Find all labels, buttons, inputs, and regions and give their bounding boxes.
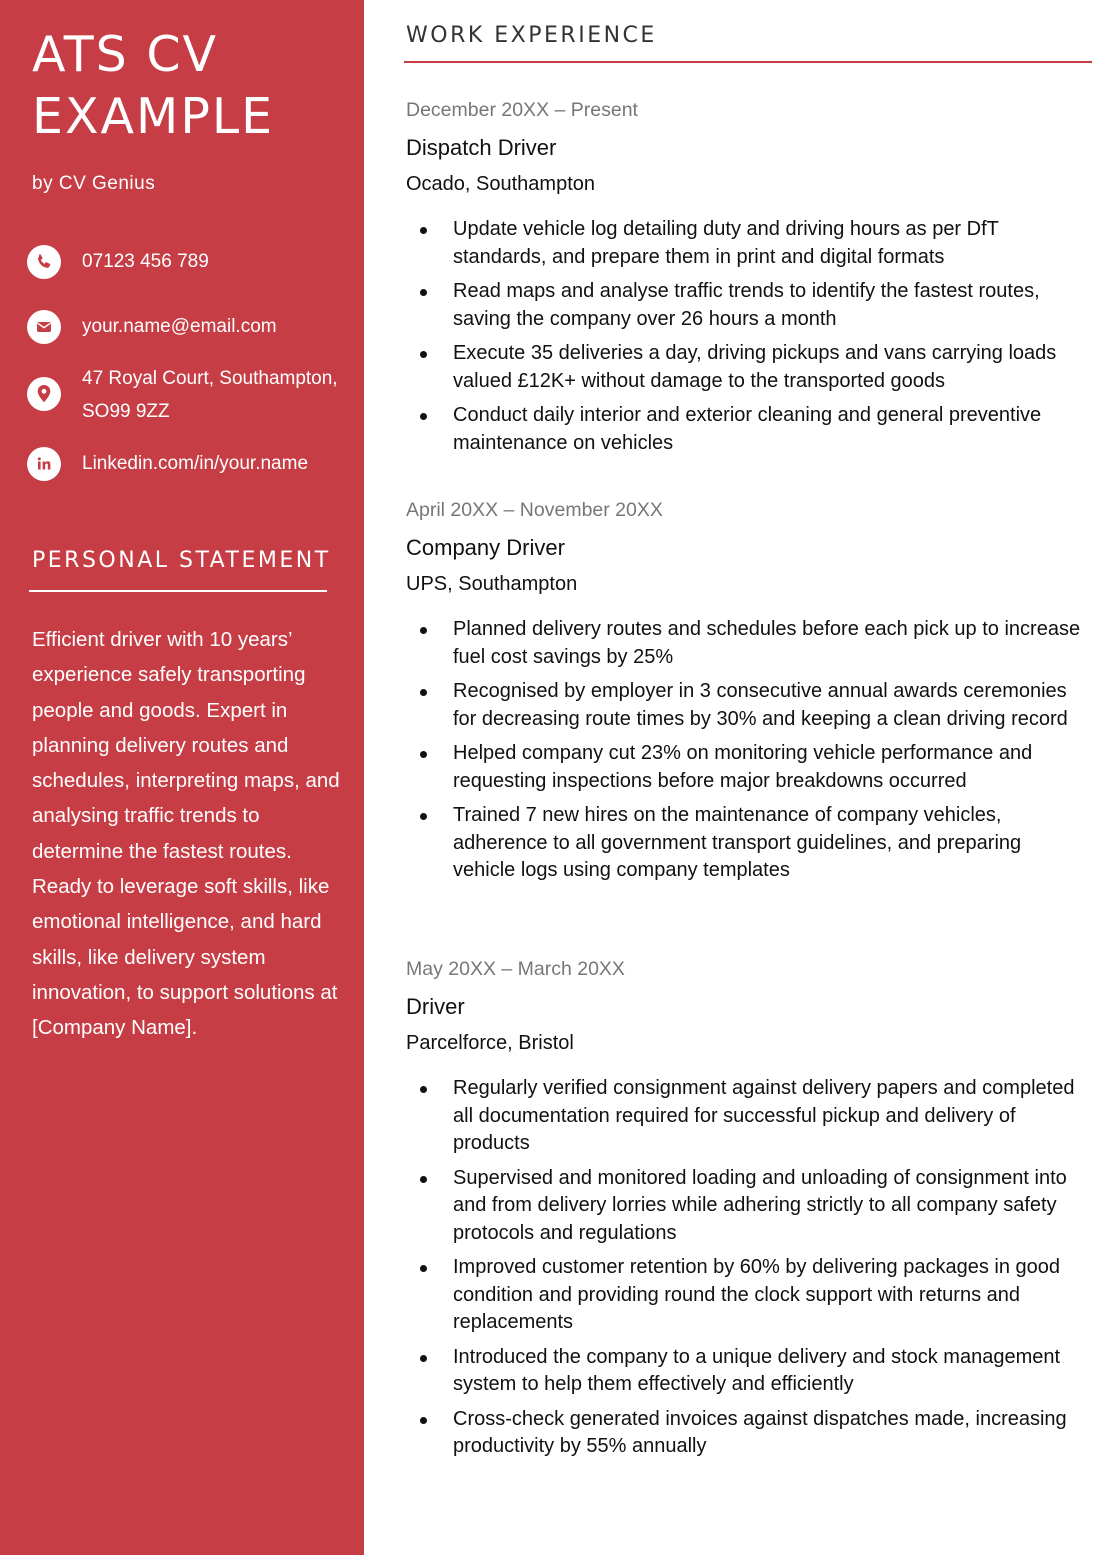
contact-linkedin	[27, 447, 347, 481]
work-experience-divider	[404, 61, 1092, 63]
contact-address	[27, 362, 347, 428]
job-bullet: Read maps and analyse traffic trends to identify the fastest routes, saving the company over 26 hours a month	[406, 278, 1083, 333]
job-company: Ocado, Southampton	[406, 173, 596, 195]
personal-statement-divider	[29, 590, 327, 592]
job-bullet: Helped company cut 23% on monitoring vehicle performance and requesting inspections before major breakdowns occurred	[406, 740, 1083, 795]
linkedin-icon	[27, 447, 61, 481]
job-bullet: Improved customer retention by 60% by delivering packages in good condition and providing round the clock support with returns and replacements	[406, 1254, 1083, 1337]
job-dates: May 20XX – March 20XX	[406, 958, 625, 980]
job-bullets	[406, 1075, 1096, 1461]
job-bullet: Conduct daily interior and exterior cleaning and general preventive maintenance on vehicles	[406, 402, 1083, 457]
job-dates: December 20XX – Present	[406, 99, 638, 121]
contact-phone	[27, 245, 347, 279]
job-bullet: Update vehicle log detailing duty and driving hours as per DfT standards, and prepare them in print and digital formats	[406, 216, 1083, 271]
job-company: Parcelforce, Bristol	[406, 1032, 574, 1054]
sidebar	[0, 0, 364, 1555]
job-dates: April 20XX – November 20XX	[406, 499, 663, 521]
job-bullet: Regularly verified consignment against delivery papers and completed all documentation required for successful pickup and delivery of products	[406, 1075, 1083, 1158]
job-bullet: Supervised and monitored loading and unloading of consignment into and from delivery lorries while adhering strictly to all company safety protocols and regulations	[406, 1165, 1083, 1248]
job-title: Company Driver	[406, 535, 565, 560]
job-bullets	[406, 616, 1096, 885]
job-bullet: Execute 35 deliveries a day, driving pickups and vans carrying loads valued £12K+ without damage to the transported goods	[406, 340, 1083, 395]
job-bullet: Recognised by employer in 3 consecutive annual awards ceremonies for decreasing route times by 30% and keeping a clean driving record	[406, 678, 1083, 733]
job-entry	[406, 956, 1096, 1468]
byline: by CV Genius	[32, 173, 156, 194]
linkedin-url[interactable]: Linkedin.com/in/your.name	[82, 453, 309, 474]
cv-title: ATS CV EXAMPLE	[32, 26, 275, 145]
work-experience-heading: WORK EXPERIENCE	[406, 23, 657, 48]
contact-email	[27, 310, 347, 344]
job-bullet: Planned delivery routes and schedules before each pick up to increase fuel cost savings by 25%	[406, 616, 1083, 671]
personal-statement-heading: PERSONAL STATEMENT	[32, 548, 331, 573]
job-title: Dispatch Driver	[406, 135, 557, 160]
email-icon	[27, 310, 61, 344]
job-entry	[406, 497, 1096, 892]
job-bullet: Introduced the company to a unique delivery and stock management system to help them effectively and efficiently	[406, 1344, 1083, 1399]
phone-number[interactable]: 07123 456 789	[82, 251, 209, 272]
location-pin-icon	[27, 377, 61, 411]
job-bullets	[406, 216, 1096, 457]
phone-icon	[27, 245, 61, 279]
job-title: Driver	[406, 994, 465, 1019]
email-address[interactable]: your.name@email.com	[82, 316, 277, 337]
postal-address: 47 Royal Court, Southampton, SO99 9ZZ	[82, 368, 338, 422]
personal-statement-text: Efficient driver with 10 years’ experience safely transporting people and goods. Expert in planning delivery routes and schedules, interpreting maps, and analysing traffic trends to determine the fastest routes. Ready to leverage soft skills, like emotional intelligence, and hard skills, like delivery system innovation, to support solutions at [Company Name].	[32, 628, 340, 1040]
job-bullet: Cross-check generated invoices against dispatches made, increasing productivity by 55% annually	[406, 1406, 1083, 1461]
job-company: UPS, Southampton	[406, 573, 578, 595]
job-entry	[406, 97, 1096, 464]
job-bullet: Trained 7 new hires on the maintenance of company vehicles, adherence to all government transport guidelines, and preparing vehicle logs using company templates	[406, 802, 1083, 885]
